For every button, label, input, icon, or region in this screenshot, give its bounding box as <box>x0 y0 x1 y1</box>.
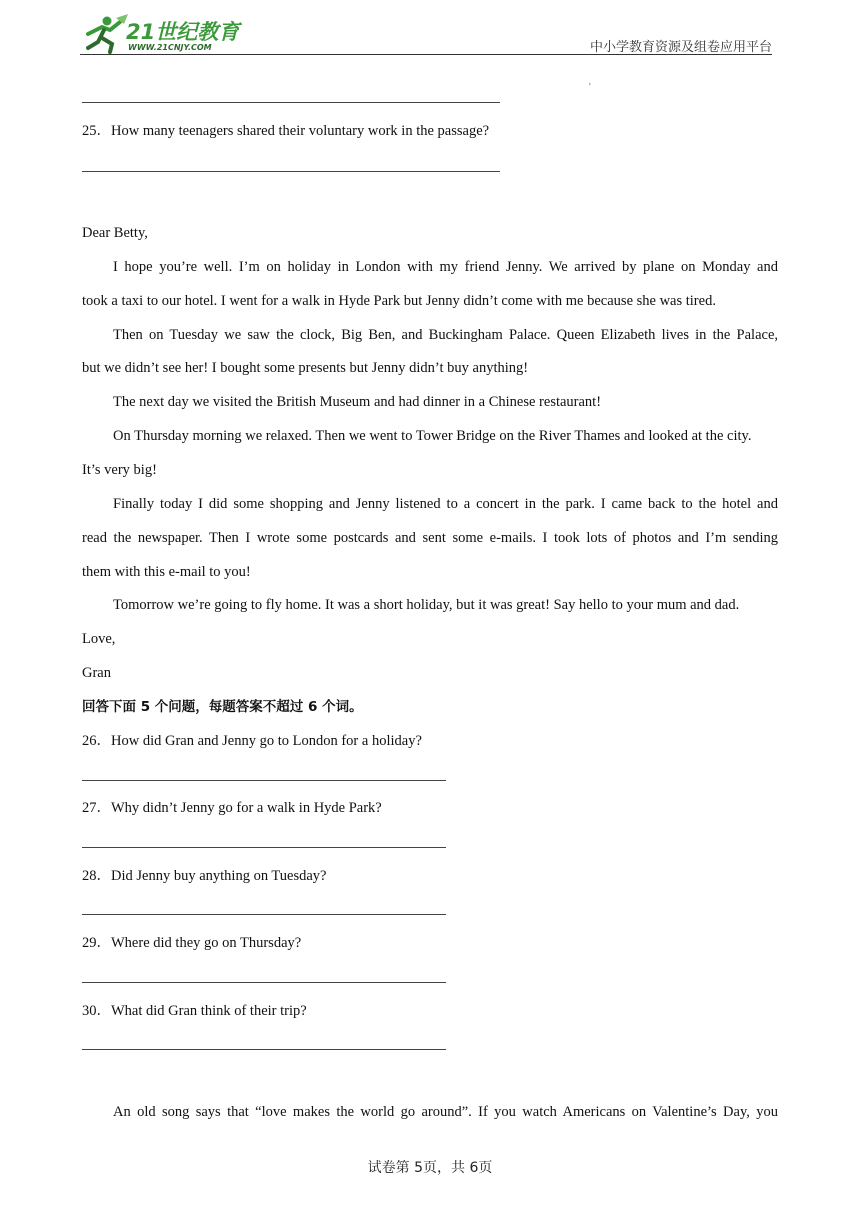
passage-start: An old song says that “love makes the world go around”. If you watch Americans on Valentine’s Day, you <box>113 1104 778 1120</box>
logo-text: 21世纪教育 <box>126 20 240 44</box>
letter-line: Then on Tuesday we saw the clock, Big Ben, and Buckingham Palace. Queen Elizabeth lives in the Palace, <box>113 327 778 343</box>
runner-icon <box>88 14 128 52</box>
site-logo <box>80 12 250 54</box>
letter-line: read the newspaper. Then I wrote some postcards and sent some e-mails. I took lots of photos and I’m sending <box>82 530 778 546</box>
letter-line: took a taxi to our hotel. I went for a walk in Hyde Park but Jenny didn’t come with me because she was tired. <box>82 293 716 309</box>
answer-line-27[interactable] <box>82 847 446 848</box>
letter-greeting: Dear Betty, <box>82 225 148 241</box>
answer-line-25[interactable] <box>82 171 500 172</box>
letter-line: I hope you’re well. I’m on holiday in London with my friend Jenny. We arrived by plane on Monday and <box>113 259 778 275</box>
header-divider <box>80 54 772 55</box>
page-number: 试卷第 5页，共 6页 <box>367 1160 493 1176</box>
question-27: 27．Why didn’t Jenny go for a walk in Hyde Park? <box>82 800 382 816</box>
logo-url: WWW.21CNJY.COM <box>128 43 212 52</box>
letter-line: The next day we visited the British Museum and had dinner in a Chinese restaurant! <box>113 394 602 410</box>
letter-line: On Thursday morning we relaxed. Then we went to Tower Bridge on the River Thames and looked at the city. <box>113 428 752 444</box>
letter-line: Tomorrow we’re going to fly home. It was a short holiday, but it was great! Say hello to your mum and dad. <box>113 597 740 613</box>
letter-signature: Gran <box>82 665 111 681</box>
letter-line: but we didn’t see her! I bought some presents but Jenny didn’t buy anything! <box>82 360 529 376</box>
stray-mark: ' <box>589 82 591 93</box>
platform-name: 中小学教育资源及组卷应用平台 <box>589 40 772 55</box>
letter-line: Finally today I did some shopping and Jenny listened to a concert in the park. I came back to the hotel and <box>113 496 778 512</box>
answer-line-26[interactable] <box>82 780 446 781</box>
answer-line-29[interactable] <box>82 982 446 983</box>
page-header <box>80 12 772 54</box>
answer-line-28[interactable] <box>82 914 446 915</box>
question-25: 25．How many teenagers shared their voluntary work in the passage? <box>82 123 490 139</box>
instruction: 回答下面 5 个问题，每题答案不超过 6 个词。 <box>82 699 363 715</box>
answer-line-24[interactable] <box>82 102 500 103</box>
question-26: 26．How did Gran and Jenny go to London for a holiday? <box>82 733 422 749</box>
question-29: 29．Where did they go on Thursday? <box>82 935 302 951</box>
question-30: 30．What did Gran think of their trip? <box>82 1003 307 1019</box>
answer-line-30[interactable] <box>82 1049 446 1050</box>
letter-line: them with this e-mail to you! <box>82 564 251 580</box>
letter-closing: Love, <box>82 631 116 647</box>
question-28: 28．Did Jenny buy anything on Tuesday? <box>82 868 327 884</box>
letter-line: It’s very big! <box>82 462 157 478</box>
